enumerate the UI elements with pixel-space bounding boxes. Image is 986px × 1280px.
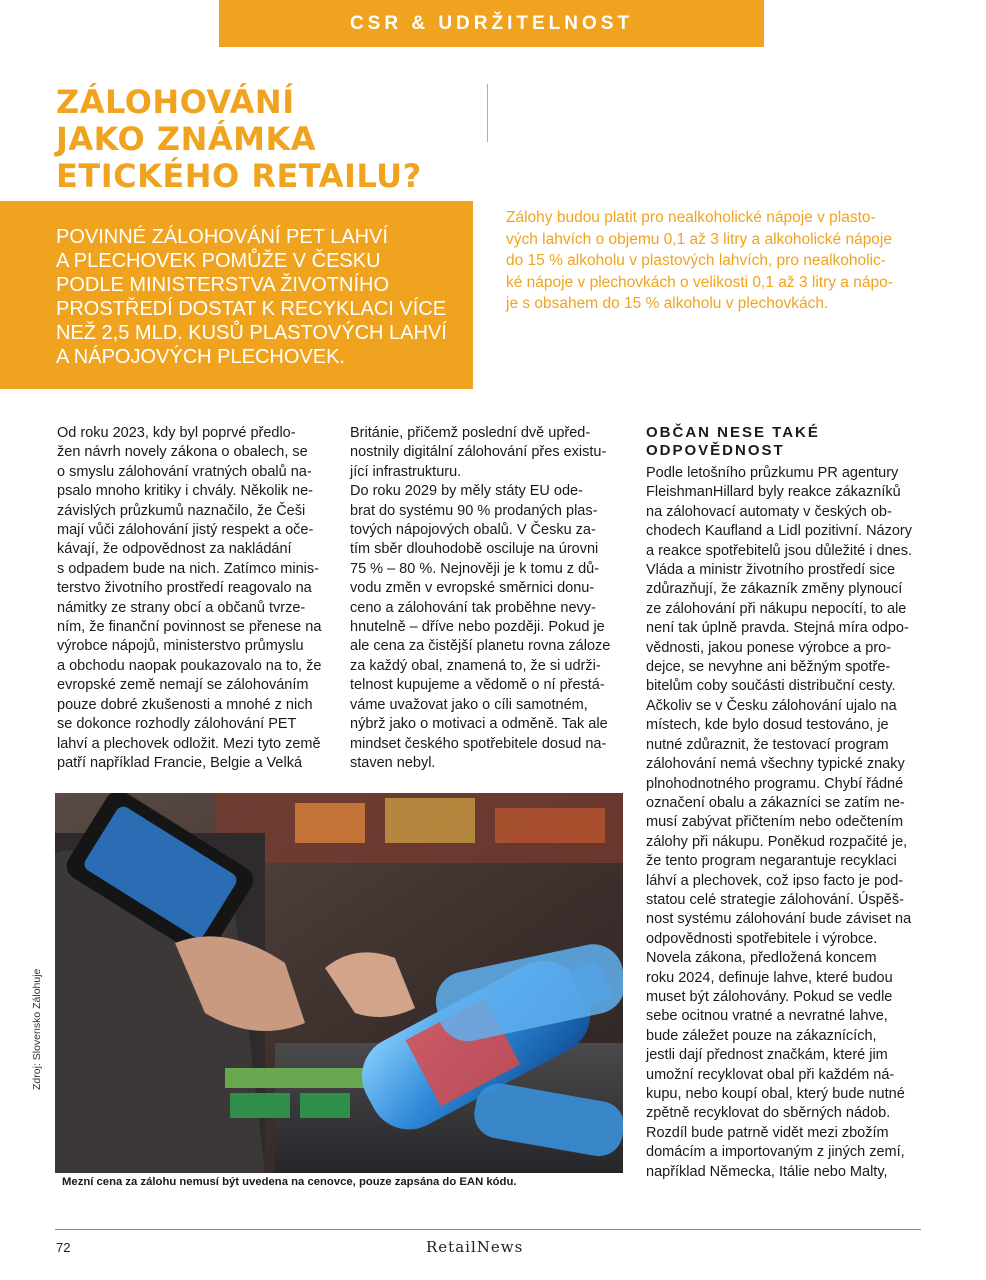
body-line: nutné zdůraznit, že testovací program <box>646 736 889 753</box>
body-line: mindset českého spotřebitele dosud na- <box>350 735 607 752</box>
body-line: námitky ze strany obcí a občanů tvrze- <box>57 599 306 616</box>
body-line: statou celé strategie zálohování. Úspěš- <box>646 891 904 908</box>
subheading-line: OBČAN NESE TAKÉ <box>646 424 820 441</box>
body-line: evropské země nemají se zálohováním <box>57 677 309 694</box>
body-line: musí zabývat přičtením nebo odečtením <box>646 814 904 831</box>
body-line: Británie, přičemž poslední dvě upřed- <box>350 425 591 441</box>
page-number: 72 <box>56 1240 71 1255</box>
lead-line: PROSTŘEDÍ DOSTAT K RECYKLACI VÍCE <box>56 298 447 320</box>
body-line: Podle letošního průzkumu PR agentury <box>646 465 899 481</box>
subheading <box>646 424 820 460</box>
body-line: chodech Kaufland a Lidl pozitivní. Názory <box>646 523 912 540</box>
section-banner <box>219 0 764 47</box>
body-line: ale cena za čistější planetu rovna záloze <box>350 638 611 655</box>
body-line: místech, kde bylo dosud testováno, je <box>646 717 889 734</box>
body-line: zálohy při nákupu. Poněkud rozpačité je, <box>646 833 908 850</box>
body-line: telnost kupujeme a vědomě o ní přestá- <box>350 677 605 694</box>
body-line: za každý obal, znamená to, že si udrži- <box>350 657 601 674</box>
body-line: muset být zálohovány. Pokud se vedle <box>646 988 893 1005</box>
body-line: Vláda a ministr životního prostředí sice <box>646 562 896 579</box>
body-line: staven nebyl. <box>350 754 436 771</box>
photo-illustration <box>55 793 623 1173</box>
body-line: se dokonce rozhodly zálohování PET <box>57 716 297 733</box>
body-line: tím sběr dlouhodobě osciluje na úrovni <box>350 541 599 558</box>
body-line: patří například Francie, Belgie a Velká <box>57 754 303 771</box>
body-line: Do roku 2029 by měly státy EU ode- <box>350 483 583 500</box>
body-line: Od roku 2023, kdy byl poprvé předlo- <box>57 425 296 441</box>
body-line: výrobce nápojů, ministerstvo průmyslu <box>57 638 304 655</box>
body-line: 75 % – 80 %. Nejnověji je k tomu z dů- <box>350 560 600 577</box>
article-title <box>56 84 422 195</box>
body-line: Ačkoliv se v Česku zálohování ujalo na <box>646 697 897 714</box>
body-line: vodu změn v evropské směrnici donu- <box>350 580 595 597</box>
body-line: lahví a plechovek odložit. Mezi tyto země <box>57 735 321 752</box>
footer-rule <box>55 1229 921 1230</box>
lead-line: PODLE MINISTERSTVA ŽIVOTNÍHO <box>56 274 390 296</box>
body-line: zálohování nemá všechny typické znaky <box>646 756 905 773</box>
lead-line: NEŽ 2,5 MLD. KUSŮ PLASTOVÝCH LAHVÍ <box>56 322 447 344</box>
body-line: žen návrh novely zákona o obalech, se <box>57 444 308 461</box>
title-line: ETICKÉHO RETAILU? <box>56 157 422 195</box>
body-line: na zálohovací automaty v českých ob- <box>646 503 892 520</box>
body-line: ním, že finanční povinnost se přenese na <box>57 619 322 636</box>
body-line: není tak úplně pravda. Stejná míra odpo- <box>646 620 909 637</box>
body-line: zdůrazňují, že zákazník změny plynoucí <box>646 581 903 598</box>
pull-quote <box>506 207 893 315</box>
body-line: s odpadem bude na nich. Zatímco minis- <box>57 560 319 577</box>
quote-line: Zálohy budou platit pro nealkoholické nápoje v plasto- <box>506 209 876 226</box>
body-line: Rozdíl bude patrně vidět mezi zbožím <box>646 1124 889 1141</box>
body-column-3 <box>646 464 912 1182</box>
photo-caption: Mezní cena za zálohu nemusí být uvedena na cenovce, pouze zapsána do EAN kódu. <box>62 1176 517 1188</box>
quote-line: vých lahvích o objemu 0,1 až 3 litry a alkoholické nápoje <box>506 230 892 248</box>
quote-line: je s obsahem do 15 % alkoholu v plechovkách. <box>506 295 829 312</box>
body-line: odpovědnosti spotřebitele i výrobce. <box>646 930 878 947</box>
body-line: plnohodnotného programu. Chybí řádné <box>646 775 904 792</box>
body-line: pouze dobré zkušenosti a mnohé z nich <box>57 696 313 713</box>
lead-line: A NÁPOJOVÝCH PLECHOVEK. <box>56 346 345 368</box>
body-line: a reakce spotřebitelů jsou důležité i dnes. <box>646 542 912 559</box>
title-line: JAKO ZNÁMKA <box>56 120 317 158</box>
body-line: nýbrž jako o motivaci a odměně. Tak ale <box>350 716 608 733</box>
quote-line: ké nápoje v plechovkách o velikosti 0,1 až 3 litry a nápo- <box>506 273 893 291</box>
body-line: nost systému zálohování bude záviset na <box>646 911 912 928</box>
body-line: kupu, nebo koupí obal, který bude nutné <box>646 1086 905 1102</box>
title-divider <box>487 84 488 142</box>
body-line: domácím a importovaným z jiných zemí, <box>646 1144 905 1161</box>
body-line: dejce, se nevyhne ani běžným spotře- <box>646 659 891 676</box>
lead-box <box>0 201 473 389</box>
body-line: tových nápojových obalů. V Česku za- <box>350 522 596 539</box>
body-column-2 <box>350 424 610 773</box>
body-line: bitelům coby součásti distribuční cesty. <box>646 678 896 695</box>
body-line: mají vůči zálohování jistý respekt a oče- <box>57 522 314 539</box>
body-line: váme uvažovat jako o cíli samotném, <box>350 696 588 713</box>
body-line: Novela zákona, předložená koncem <box>646 950 877 967</box>
body-line: sebe ocitnou vratné a nevratné lahve, <box>646 1008 888 1025</box>
body-line: o smyslu zálohování vratných obalů na- <box>57 463 312 480</box>
retailnews-logo: RetailNews <box>426 1238 524 1256</box>
body-line: psalo mnoho kritiky i chvály. Několik ne- <box>57 483 313 500</box>
body-line: nostnily digitální zálohování přes existu- <box>350 444 607 461</box>
body-line: ceno a zálohování tak proběhne nevy- <box>350 599 596 616</box>
section-label: CSR & UDRŽITELNOST <box>349 12 634 34</box>
body-line: jestli dají přednost značkám, které jim <box>646 1047 888 1064</box>
body-line: láhví a plechovek, což ipso facto je pod- <box>646 872 904 889</box>
body-line: FleishmanHillard byly reakce zákazníků <box>646 484 901 501</box>
article-photo <box>55 793 623 1173</box>
lead-line: POVINNÉ ZÁLOHOVÁNÍ PET LAHVÍ <box>56 226 388 248</box>
body-line: terstvo životního prostředí reagovalo na <box>57 580 312 597</box>
body-line: zpětně recyklovat do sběrných nádob. <box>646 1105 891 1122</box>
body-line: jící infrastrukturu. <box>350 463 462 480</box>
body-line: vědnosti, jakou ponese výrobce a pro- <box>646 639 892 656</box>
body-line: kávají, že odpovědnost za nakládání <box>57 541 292 558</box>
body-column-1 <box>57 424 321 773</box>
body-line: a obchodu naopak poukazovalo na to, že <box>57 657 322 674</box>
lead-line: A PLECHOVEK POMŮŽE V ČESKU <box>56 250 381 272</box>
body-line: závislých průzkumů naznačilo, že Češi <box>57 502 306 519</box>
body-line: označení obalu a zákazníci se zatím ne- <box>646 794 905 811</box>
photo-credit: Zdroj: Slovensko Zálohuje <box>31 968 43 1090</box>
body-line: že tento program negarantuje recyklaci <box>646 853 897 870</box>
body-line: umožní recyklovat obal při každém ná- <box>646 1066 895 1083</box>
body-line: bude záležet pouze na zákaznících, <box>646 1027 877 1044</box>
title-line: ZÁLOHOVÁNÍ <box>56 83 295 121</box>
subheading-line: ODPOVĚDNOST <box>646 442 785 459</box>
body-line: ze zálohování při nákupu nepocítí, to ale <box>646 600 907 617</box>
body-line: roku 2024, definuje lahve, které budou <box>646 969 893 986</box>
body-line: například Německa, Itálie nebo Malty, <box>646 1163 888 1180</box>
body-line: hnutelně – dříve nebo později. Pokud je <box>350 619 605 636</box>
body-line: brat do systému 90 % prodaných plas- <box>350 502 598 519</box>
quote-line: do 15 % alkoholu v plastových lahvích, pro nealkoholic- <box>506 252 886 269</box>
